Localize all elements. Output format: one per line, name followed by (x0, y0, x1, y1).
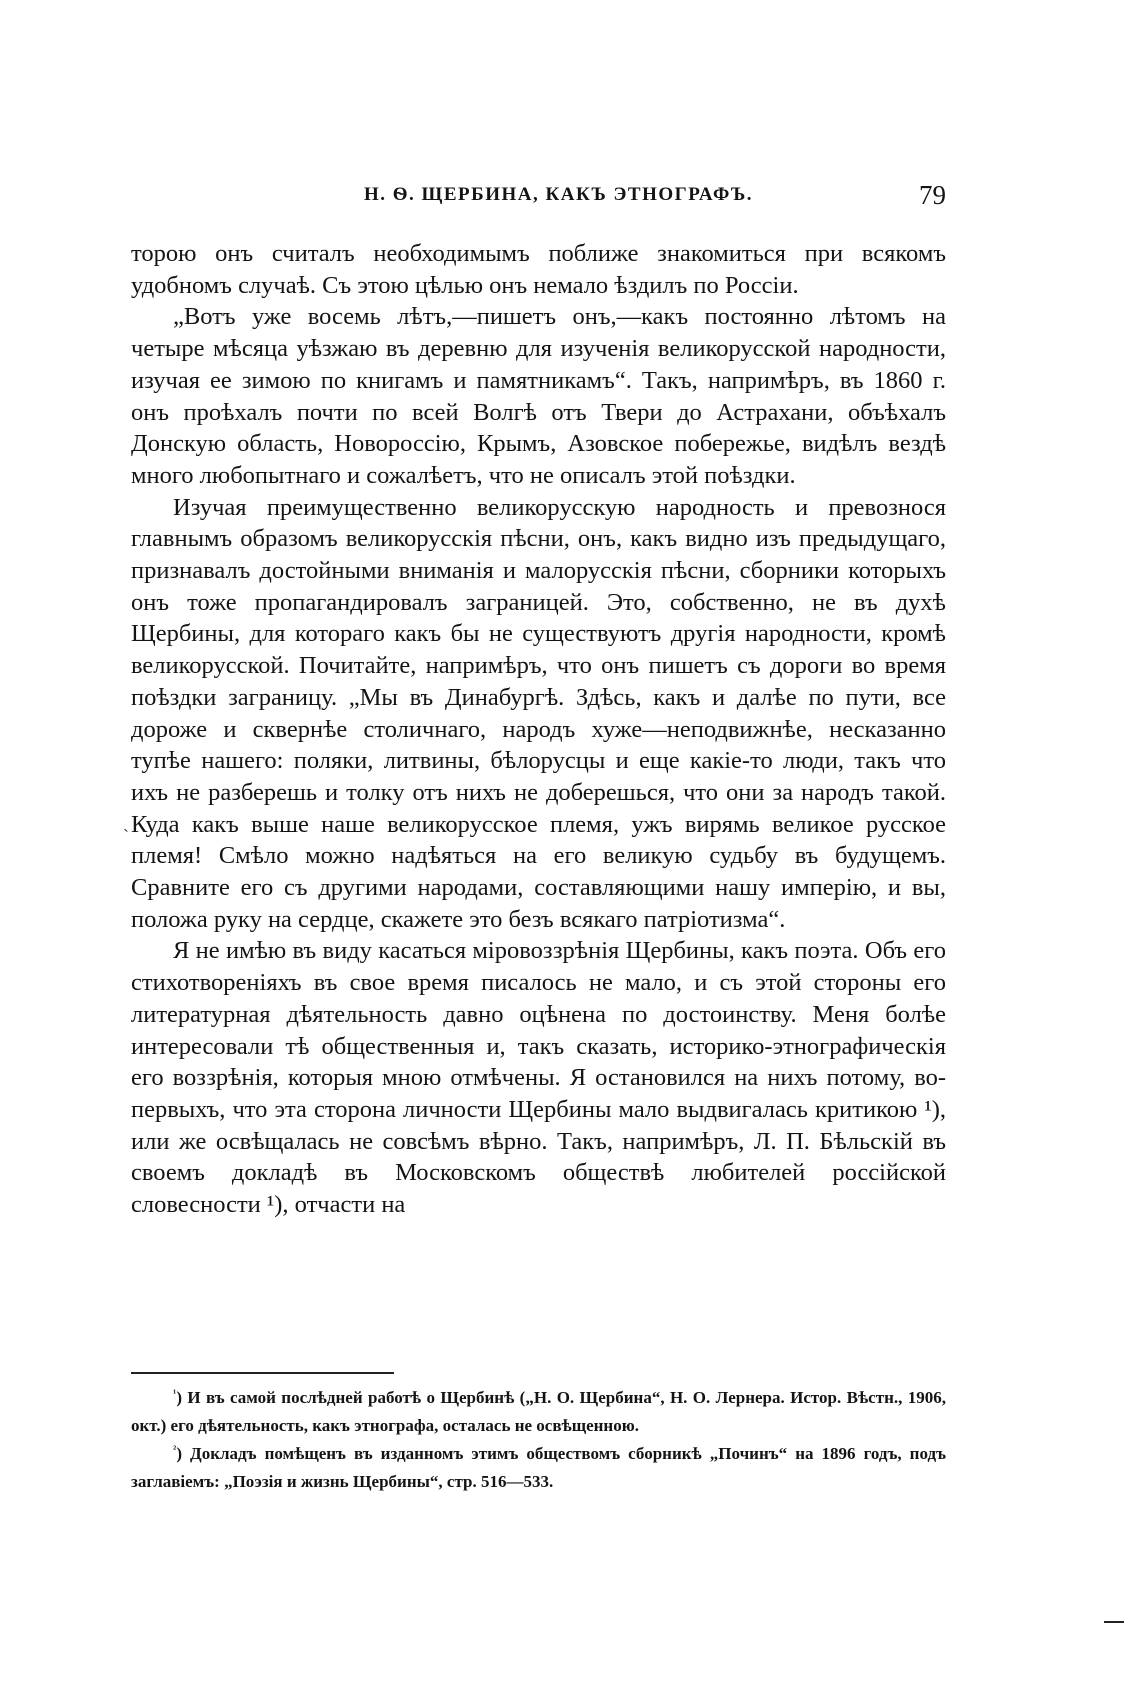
footnote-text: ) И въ самой послѣдней работѣ о Щербинѣ („Н. О. Щербина“, Н. О. Лернера. Истор. Вѣстн., 1906, окт.) его дѣятельность, какъ этнографа, осталась не освѣщенною. (131, 1388, 946, 1435)
paragraph: торою онъ считалъ необходимымъ поближе знакомиться при всякомъ удобномъ случаѣ. Съ этою цѣлью онъ немало ѣздилъ по Россіи. (131, 240, 946, 299)
footnotes (131, 1384, 946, 1496)
margin-dash (1104, 1621, 1124, 1623)
paragraph: „Вотъ уже восемь лѣтъ,—пишетъ онъ,—какъ постоянно лѣтомъ на четыре мѣсяца уѣзжаю въ деревню для изученія великорусской народности, изучая ее зимою по книгамъ и памятникамъ“. Такъ, напримѣръ, въ 1860 г. онъ проѣхалъ почти по всей Волгѣ отъ Твери до Астрахани, объѣхалъ Донскую область, Новороссію, Крымъ, Азовское побережье, видѣлъ вездѣ много любопытнаго и сожалѣетъ, что не описалъ этой поѣздки. (131, 303, 946, 489)
paragraph: Изучая преимущественно великорусскую народность и превознося главнымъ образомъ великорусскія пѣсни, онъ, какъ видно изъ предыдущаго, признавалъ достойными вниманія и малорусскія пѣсни, сборники которыхъ онъ тоже пропагандировалъ заграницей. Это, собственно, не въ духѣ Щербины, для котораго какъ бы не существуютъ другія народности, кромѣ великорусской. Почитайте, напримѣръ, что онъ пишетъ съ дороги во время поѣздки заграницу. „Мы въ Динабургѣ. Здѣсь, какъ и далѣе по пути, все дороже и сквернѣе столичнаго, народъ хуже—неподвижнѣе, несказанно тупѣе нашего: поляки, литвины, бѣлорусцы и еще какіе-то люди, такъ что ихъ не разберешь и толку отъ нихъ не доберешься, что они за народъ такой. Куда какъ выше наше великорусское племя, ужъ вирямь великое русское племя! Смѣло можно надѣяться на его великую судьбу въ будущемъ. Сравните его съ другими народами, составляющими нашу имперію, и вы, положа руку на сердце, скажете это безъ всякаго патріотизма“. (131, 493, 946, 933)
running-title: Н. Ѳ. ЩЕРБИНА, КАКЪ ЭТНОГРАФЪ. (363, 184, 754, 205)
footnote (131, 1384, 946, 1440)
body-text (131, 238, 946, 1221)
paragraph: Я не имѣю въ виду касаться міровоззрѣнія Щербины, какъ поэта. Объ его стихотвореніяхъ въ свое время писалось не мало, и съ этой стороны его литературная дѣятельность давно оцѣнена по достоинству. Меня болѣе интересовали тѣ общественныя и, такъ сказать, историко-этнографическія его воззрѣнія, которыя мною отмѣчены. Я остановился на нихъ потому, во-первыхъ, что эта сторона личности Щербины мало выдвигалась критикою ¹), или же освѣщалась не совсѣмъ вѣрно. Такъ, напримѣръ, Л. П. Бѣльскій въ своемъ докладѣ въ Московскомъ обществѣ любителей россійской словесности ¹), отчасти на (131, 937, 946, 1219)
footnote (131, 1440, 946, 1496)
page-number: 79 (919, 180, 946, 210)
footnote-rule (131, 1372, 394, 1374)
footnote-marker: ² (173, 1443, 177, 1456)
margin-mark: ˎ (123, 812, 129, 832)
footnote-marker: ¹ (173, 1387, 177, 1400)
footnote-text: ) Докладъ помѣщенъ въ изданномъ этимъ обществомъ сборникѣ „Починъ“ на 1896 годъ, подъ заглавіемъ: „Поэзія и жизнь Щербины“, стр. 516—533. (131, 1444, 946, 1491)
running-head (131, 180, 946, 214)
